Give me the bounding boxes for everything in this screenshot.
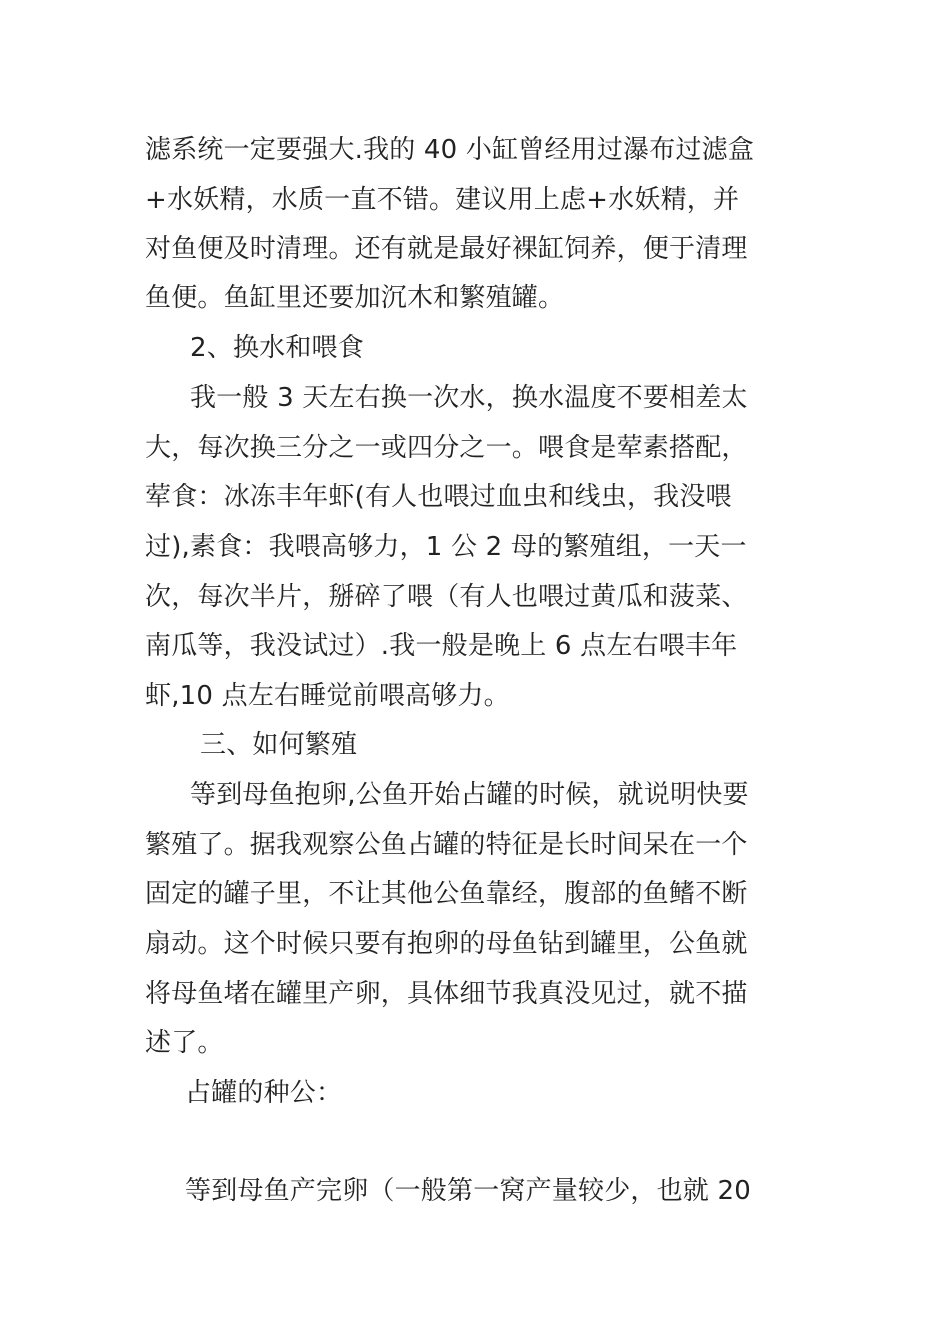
section-heading: 三、如何繁殖 (200, 730, 358, 760)
paragraph-first-line: 占罐的种公： (185, 1078, 343, 1108)
text-line: +水妖精，水质一直不错。建议用上虑+水妖精，并 (145, 185, 740, 215)
paragraph-first-line: 等到母鱼产完卵（一般第一窝产量较少，也就 20 (185, 1176, 751, 1206)
text-line: 繁殖了。据我观察公鱼占罐的特征是长时间呆在一个 (145, 830, 748, 860)
text-line: 扇动。这个时候只要有抱卵的母鱼钻到罐里，公鱼就 (145, 929, 748, 959)
text-line: 对鱼便及时清理。还有就是最好裸缸饲养，便于清理 (145, 234, 748, 264)
text-line: 固定的罐子里，不让其他公鱼靠经，腹部的鱼鳍不断 (145, 879, 748, 909)
text-line: 虾,10 点左右睡觉前喂高够力。 (145, 681, 510, 711)
text-line: 鱼便。鱼缸里还要加沉木和繁殖罐。 (145, 283, 565, 313)
text-line: 滤系统一定要强大.我的 40 小缸曾经用过瀑布过滤盒 (145, 135, 755, 165)
text-line: 南瓜等，我没试过）.我一般是晚上 6 点左右喂丰年 (145, 631, 738, 661)
paragraph-first-line: 等到母鱼抱卵,公鱼开始占罐的时候，就说明快要 (190, 780, 749, 810)
text-line: 荤食：冰冻丰年虾(有人也喂过血虫和线虫，我没喂 (145, 482, 732, 512)
text-line: 过),素食：我喂高够力，1 公 2 母的繁殖组，一天一 (145, 532, 747, 562)
section-heading: 2、换水和喂食 (190, 333, 364, 363)
text-line: 大，每次换三分之一或四分之一。喂食是荤素搭配， (145, 433, 748, 463)
text-line: 将母鱼堵在罐里产卵，具体细节我真没见过，就不描 (145, 979, 748, 1009)
text-line: 次，每次半片，掰碎了喂（有人也喂过黄瓜和菠菜、 (145, 582, 748, 612)
text-line: 述了。 (145, 1028, 224, 1058)
paragraph-first-line: 我一般 3 天左右换一次水，换水温度不要相差太 (190, 383, 748, 413)
